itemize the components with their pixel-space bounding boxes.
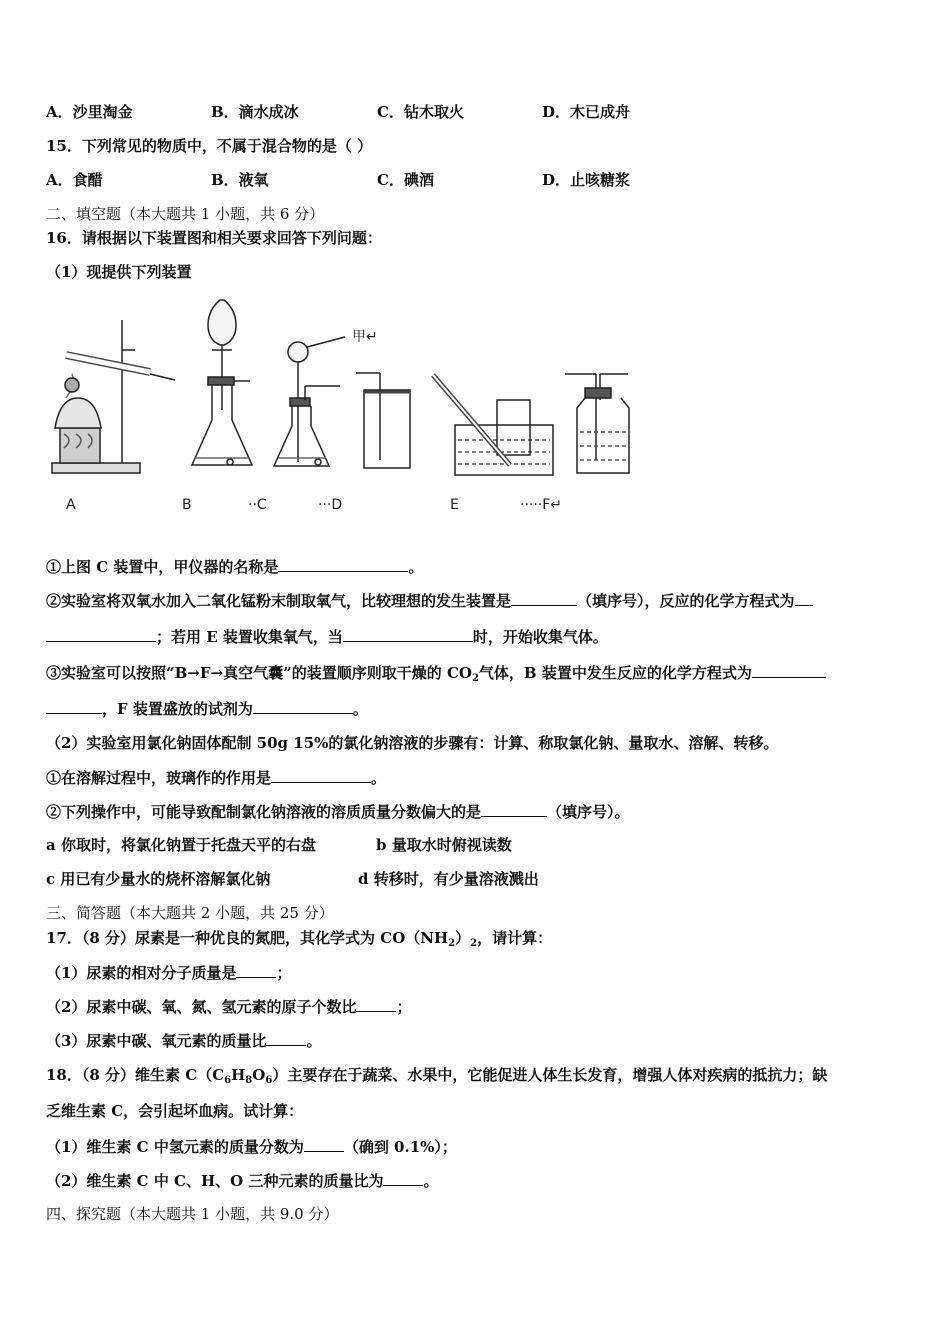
q15-option-d: D．止咳糖浆 bbox=[542, 171, 631, 189]
q17-stem-text-3: ，请计算： bbox=[477, 929, 553, 947]
q18-part2-text: （2）维生素 C 中 C、H、O 三种元素的质量比为 bbox=[46, 1172, 384, 1190]
q16-sub3-cont bbox=[46, 699, 368, 718]
q16-sub2-text: ②实验室将双氧水加入二氧化锰粉末制取氧气，比较理想的发生装置是 bbox=[46, 592, 512, 610]
answer-blank[interactable] bbox=[343, 627, 473, 642]
section-4-heading: 四、探究题（本大题共 1 小题，共 9.0 分） bbox=[46, 1205, 339, 1223]
q16-sub2-text-2: （填序号），反应的化学方程式为 bbox=[577, 592, 795, 610]
q17-part1-text: （1）尿素的相对分子质量是 bbox=[46, 964, 237, 982]
answer-blank[interactable] bbox=[795, 591, 813, 606]
q16-choice-b: b 量取水时俯视读数 bbox=[376, 836, 512, 854]
q17-stem bbox=[46, 929, 552, 953]
answer-blank[interactable] bbox=[253, 699, 353, 714]
q16-choice-c: c 用已有少量水的烧杯溶解氯化钠 bbox=[46, 870, 271, 888]
q14-option-d: D．木已成舟 bbox=[542, 103, 631, 121]
figure-label-a: A bbox=[66, 497, 76, 513]
q18-part2-end: 。 bbox=[423, 1172, 439, 1190]
q16-sub4-end: 。 bbox=[371, 769, 387, 787]
q18-stem-line2: 乏维生素 C，会引起坏血病。试计算： bbox=[46, 1102, 304, 1120]
q16-sub1-end: 。 bbox=[408, 558, 424, 576]
q14-option-c: C．钻木取火 bbox=[377, 103, 464, 121]
q18-o: O bbox=[252, 1066, 266, 1084]
subscript: 2 bbox=[471, 673, 479, 684]
q16-sub3 bbox=[46, 663, 826, 688]
answer-blank[interactable] bbox=[46, 627, 156, 642]
q17-part3 bbox=[46, 1031, 321, 1050]
q14-option-b: B．滴水成冰 bbox=[211, 103, 299, 121]
subscript: 2 bbox=[448, 938, 456, 949]
q16-sub4-text: ①在溶解过程中，玻璃作的作用是 bbox=[46, 769, 272, 787]
q16-sub3-text-3: ，F 装置盛放的试剂为 bbox=[102, 700, 253, 718]
q16-sub5-text: ②下列操作中，可能导致配制氯化钠溶液的溶质质量分数偏大的是 bbox=[46, 803, 482, 821]
q15-option-c: C．碘酒 bbox=[377, 171, 434, 189]
q15-option-a: A．食醋 bbox=[46, 171, 103, 189]
figure-label-jia: 甲↵ bbox=[352, 329, 378, 345]
answer-blank[interactable] bbox=[266, 1031, 306, 1046]
subscript: 6 bbox=[265, 1075, 273, 1086]
answer-blank[interactable] bbox=[511, 591, 577, 606]
q16-choice-d: d 转移时，有少量溶液溅出 bbox=[358, 870, 539, 888]
q15-stem: 15．下列常见的物质中，不属于混合物的是（ ） bbox=[46, 137, 373, 155]
q18-part1-end: （确到 0.1%）； bbox=[343, 1138, 457, 1156]
q18-part2 bbox=[46, 1171, 438, 1190]
section-3-heading: 三、简答题（本大题共 2 小题，共 25 分） bbox=[46, 904, 334, 922]
q17-part1-end: ； bbox=[276, 964, 292, 982]
q17-part2-text: （2）尿素中碳、氧、氮、氢元素的原子个数比 bbox=[46, 998, 357, 1016]
answer-blank[interactable] bbox=[481, 802, 547, 817]
q18-stem bbox=[46, 1066, 827, 1090]
figure-label-e: E bbox=[450, 497, 459, 513]
q16-part1-intro: （1）现提供下列装置 bbox=[46, 263, 192, 281]
q16-sub1-text: ①上图 C 装置中，甲仪器的名称是 bbox=[46, 558, 279, 576]
answer-blank[interactable] bbox=[304, 1137, 344, 1152]
figure-label-f: ·····F↵ bbox=[520, 497, 563, 513]
q16-choice-a: a 你取时，将氯化钠置于托盘天平的右盘 bbox=[46, 836, 316, 854]
q17-part2 bbox=[46, 997, 411, 1016]
q16-stem: 16．请根据以下装置图和相关要求回答下列问题： bbox=[46, 229, 382, 247]
q16-sub5-end: （填序号）。 bbox=[547, 803, 630, 821]
section-2-heading: 二、填空题（本大题共 1 小题，共 6 分） bbox=[46, 205, 325, 223]
q16-sub3-text-2: 气体，B 装置中发生反应的化学方程式为 bbox=[478, 664, 752, 682]
q16-sub2 bbox=[46, 591, 813, 610]
q15-option-b: B．液氧 bbox=[211, 171, 269, 189]
q17-stem-text: 17．（8 分）尿素是一种优良的氮肥，其化学式为 CO（NH bbox=[46, 929, 449, 947]
q18-h: H bbox=[231, 1066, 246, 1084]
q16-part2-intro: （2）实验室用氯化钠固体配制 50g 15%的氯化钠溶液的步骤有：计算、称取氯化钠、量取水、溶解、转移。 bbox=[46, 734, 779, 752]
q17-part3-text: （3）尿素中碳、氧元素的质量比 bbox=[46, 1032, 267, 1050]
figure-label-b: B bbox=[182, 497, 192, 513]
subscript: 2 bbox=[470, 938, 478, 949]
apparatus-e-water-trough bbox=[433, 375, 553, 475]
q18-stem-text-2: ）主要存在于蔬菜、水果中，它能促进人体生长发育，增强人体对疾病的抵抗力；缺 bbox=[272, 1066, 828, 1084]
q16-sub4 bbox=[46, 768, 386, 787]
answer-blank[interactable] bbox=[236, 963, 276, 978]
answer-blank[interactable] bbox=[752, 663, 826, 678]
q16-sub1 bbox=[46, 557, 423, 576]
apparatus-d-gas-bottle bbox=[356, 373, 410, 468]
q16-sub3-end: 。 bbox=[352, 700, 368, 718]
q17-part3-end: 。 bbox=[306, 1032, 322, 1050]
q18-part1 bbox=[46, 1137, 457, 1156]
subscript: 8 bbox=[245, 1075, 253, 1086]
answer-blank[interactable] bbox=[46, 699, 102, 714]
answer-blank[interactable] bbox=[356, 997, 396, 1012]
q16-sub2-cont bbox=[46, 627, 608, 646]
q16-sub3-text: ③实验室可以按照“B→F→真空气囊”的装置顺序则取干燥的 CO bbox=[46, 664, 472, 682]
answer-blank[interactable] bbox=[278, 557, 408, 572]
q18-part1-text: （1）维生素 C 中氢元素的质量分数为 bbox=[46, 1138, 304, 1156]
q16-sub5 bbox=[46, 802, 630, 821]
answer-blank[interactable] bbox=[271, 768, 371, 783]
q16-sub2-text-3: ；若用 E 装置收集氧气，当 bbox=[156, 628, 343, 646]
q17-part1 bbox=[46, 963, 291, 982]
apparatus-c-flask-long-funnel bbox=[274, 337, 345, 466]
answer-blank[interactable] bbox=[383, 1171, 423, 1186]
q16-sub2-text-4: 时，开始收集气体。 bbox=[472, 628, 608, 646]
q17-stem-text-2: ） bbox=[455, 929, 471, 947]
apparatus-f-wash-bottle bbox=[565, 374, 629, 473]
apparatus-a-heating-setup bbox=[52, 320, 175, 473]
subscript: 6 bbox=[224, 1075, 232, 1086]
q14-option-a: A．沙里淘金 bbox=[46, 103, 133, 121]
apparatus-b-flask-funnel bbox=[192, 300, 252, 465]
figure-label-c: ··C bbox=[248, 497, 267, 513]
q17-part2-end: ； bbox=[396, 998, 412, 1016]
figure-label-d: ···D bbox=[318, 497, 343, 513]
q18-stem-text: 18．（8 分）维生素 C（C bbox=[46, 1066, 225, 1084]
